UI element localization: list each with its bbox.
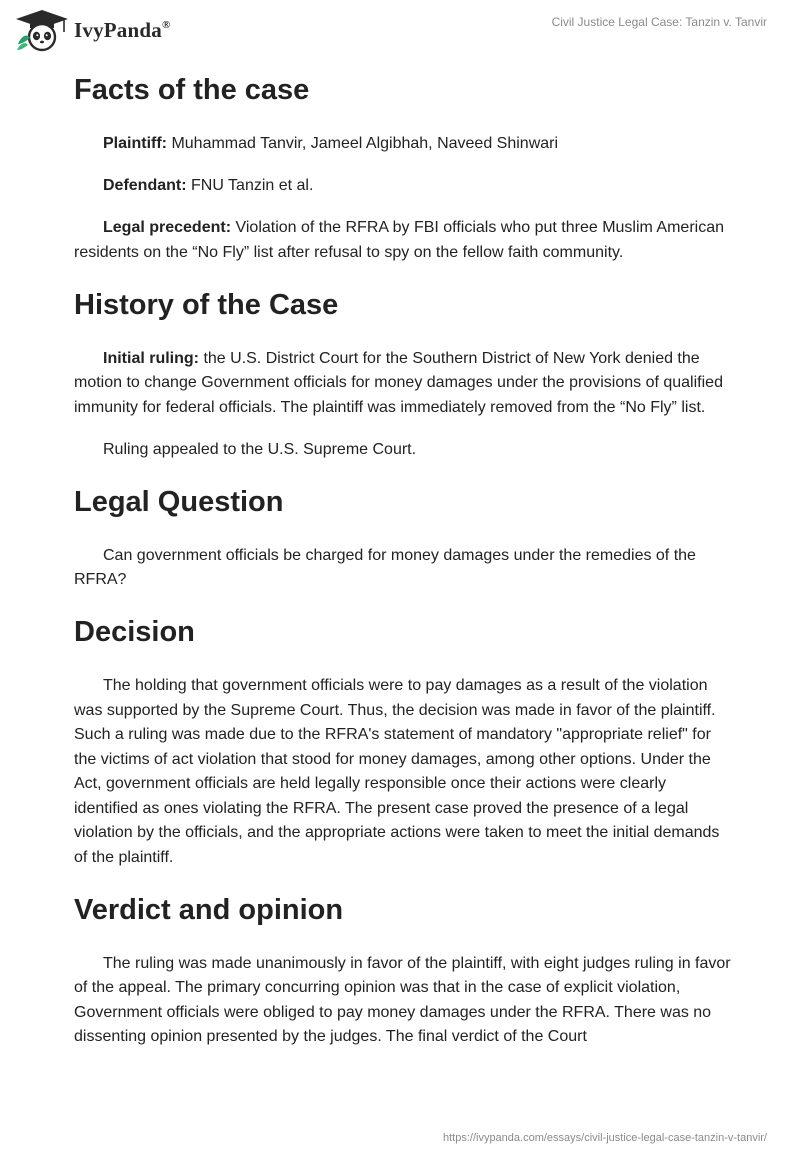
section-heading-verdict: Verdict and opinion [74,893,344,926]
panda-graduation-cap-icon [14,8,70,52]
defendant-paragraph: Defendant: FNU Tanzin et al. [103,177,314,194]
legal-question-paragraph: Can government officials be charged for money damages under the remedies of the RFRA? [74,546,696,588]
document-body [74,68,734,1050]
section-heading-decision: Decision [74,616,195,648]
brand-name: IvyPanda® [74,17,171,42]
brand-logo[interactable] [14,8,170,52]
decision-paragraph: The holding that government officials were to pay damages as a result of the violation was supported by the Supreme Court. Thus, the decision was made in favor of the plaintiff. Such a ruling was made due to the RFRA's statement of mandatory "appropriate relief" for the victims of act violation that stood for money damages, among other options. Under the Act, government officials are held legally responsible once their actions were clearly identified as ones violating the RFRA. The present case proved the presence of a legal violation by the officials, and the appropriate actions were taken to meet the initial demands of the plaintiff. [74,677,720,866]
plaintiff-paragraph: Plaintiff: Muhammad Tanvir, Jameel Algibhah, Naveed Shinwari [103,135,559,152]
verdict-paragraph: The ruling was made unanimously in favor of the plaintiff, with eight judges ruling in favor of the appeal. The primary concurring opinion was that in the case of explicit violation, Government officials were obliged to pay money damages under the RFRA. There was no dissenting opinion presented by the judges. The final verdict of the Court [74,954,731,1045]
running-title: Civil Justice Legal Case: Tanzin v. Tanvir [551,15,767,29]
footer-url-link[interactable]: https://ivypanda.com/essays/civil-justice-legal-case-tanzin-v-tanvir/ [442,1132,767,1144]
section-heading-question: Legal Question [74,485,284,518]
section-heading-history: History of the Case [74,288,339,321]
appeal-paragraph: Ruling appealed to the U.S. Supreme Court. [103,440,417,458]
initial-ruling-paragraph: Initial ruling: the U.S. District Court for the Southern District of New York denied the motion to change Government officials for money damages under the provisions of qualified immunity for federal officials. The plaintiff was immediately removed from the “No Fly” list. [74,349,723,416]
precedent-paragraph: Legal precedent: Violation of the RFRA by FBI officials who put three Muslim American residents on the “No Fly” list after refusal to spy on the fellow faith community. [74,219,724,261]
section-heading-facts: Facts of the case [74,74,310,106]
